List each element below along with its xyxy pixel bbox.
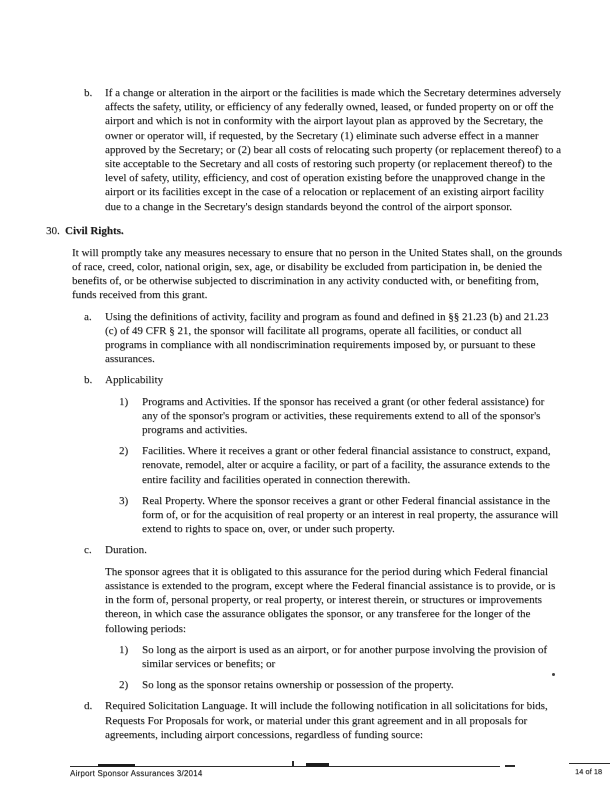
paragraph-text: It will promptly take any measures necessary to ensure that no person in the United States shall, on the grounds of race, creed, color, national origin, sex, age, or disability be excluded from participation in, be denied the benefits of, or be otherwise subjected to discrimination in any activity conducted with, or benefiting from, funds received from this grant. — [72, 246, 562, 302]
list-marker: d. — [84, 700, 93, 713]
list-item-text: Duration. — [105, 544, 147, 557]
footer-rule-thick-segment — [98, 764, 135, 767]
list-item-text: So long as the sponsor retains ownership or possession of the property. — [142, 679, 454, 692]
scan-artifact-dot — [552, 673, 555, 676]
list-marker: 1) — [119, 643, 129, 656]
civil-rights-intro-paragraph — [0, 246, 614, 303]
footer-page-number-overline — [569, 763, 610, 764]
list-item-c-duration — [0, 543, 614, 557]
footer-rule-dash — [505, 765, 515, 767]
list-marker: b. — [84, 374, 93, 387]
list-item-d-solicitation-language — [0, 699, 614, 742]
list-item-b-applicability — [0, 373, 614, 387]
list-item-text: So long as the airport is used as an airport, or for another purpose involving the provision of similar services or benefits; or — [142, 643, 548, 670]
list-marker: 2) — [119, 679, 129, 692]
list-item-2-facilities — [0, 444, 614, 487]
duration-paragraph — [0, 565, 614, 636]
list-marker: 2) — [119, 445, 129, 458]
document-body — [0, 86, 614, 749]
list-marker: c. — [84, 544, 92, 557]
section-number: 30. — [46, 224, 60, 237]
list-marker: b. — [84, 87, 93, 99]
list-item-text: Programs and Activities. If the sponsor has received a grant (or other federal assistance) for any of the sponsor's program or activities, these requirements extend to all of the sponsor's programs and activities. — [142, 395, 545, 437]
list-item-text: Required Solicitation Language. It will include the following notification in all solicitations for bids, Requests For Proposals for work, or material under this grant agreement and in all proposals for agreements, including airport concessions, regardless of funding source: — [105, 700, 548, 741]
list-item-b-airport-change — [0, 86, 614, 214]
list-item-text: Applicability — [105, 374, 164, 387]
footer-rule-tick — [292, 761, 294, 767]
list-item-text: Real Property. Where the sponsor receives a grant or other Federal financial assistance in the form of, or for the acquisition of real property or an interest in real property, the assurance will extend to rights to space on, over, or under such property. — [142, 494, 559, 536]
list-item-text: If a change or alteration in the airport or the facilities is made which the Secretary determines adversely affects the safety, utility, or efficiency of any federally owned, leased, or funded property on or off the airport and which is not in conformity with the airport layout plan as approved by the Secretary, the owner or operator will, if requested, by the Secretary (1) eliminate such adverse effect in a manner approved by the Secretary; or (2) bear all costs of relocating such property (or replacement thereof) to a site acceptable to the Secretary and all costs of restoring such property (or replacement thereof) to the level of safety, utility, efficiency, and cost of operation existing before the unapproved change in the airport or its facilities except in the case of a relocation or replacement of an existing airport facility due to a change in the Secretary's design standards beyond the control of the airport sponsor. — [105, 87, 562, 213]
footer-page-number: 14 of 18 — [575, 767, 603, 776]
list-item-1-programs-activities — [0, 395, 614, 438]
section-heading-civil-rights — [0, 221, 614, 239]
paragraph-text: The sponsor agrees that it is obligated to this assurance for the period during which Federal financial assistance is extended to the program, except where the Federal financial assistance is to provide, or is in the form of, personal property, or real property, or interest therein, or structures or improvements thereon, in which case the assurance obligates the sponsor, or any transferee for the longer of the following periods: — [105, 565, 556, 635]
footer-rule-thick-segment — [306, 763, 329, 767]
footer-doc-title: Airport Sponsor Assurances 3/2014 — [70, 769, 203, 778]
list-marker: 1) — [119, 395, 129, 408]
list-marker: a. — [84, 310, 92, 323]
list-item-a-definitions — [0, 310, 614, 367]
list-item-text: Using the definitions of activity, facility and program as found and defined in §§ 21.23 (b) and 21.23 (c) of 49 CFR § 21, the sponsor will facilitate all programs, operate all facilities, or conduct all programs in compliance with all nondiscrimination requirements imposed by, or pursuant to these assurances. — [105, 310, 549, 366]
list-item-3-real-property — [0, 494, 614, 537]
list-marker: 3) — [119, 494, 129, 507]
section-title: Civil Rights. — [65, 224, 124, 237]
list-item-1-airport-use — [0, 643, 614, 671]
list-item-text: Facilities. Where it receives a grant or other federal financial assistance to construct, expand, renovate, remodel, alter or acquire a facility, or part of a facility, the assurance extends to the entire facility and facilities operated in connection therewith. — [142, 445, 551, 486]
list-item-2-ownership — [0, 678, 614, 692]
